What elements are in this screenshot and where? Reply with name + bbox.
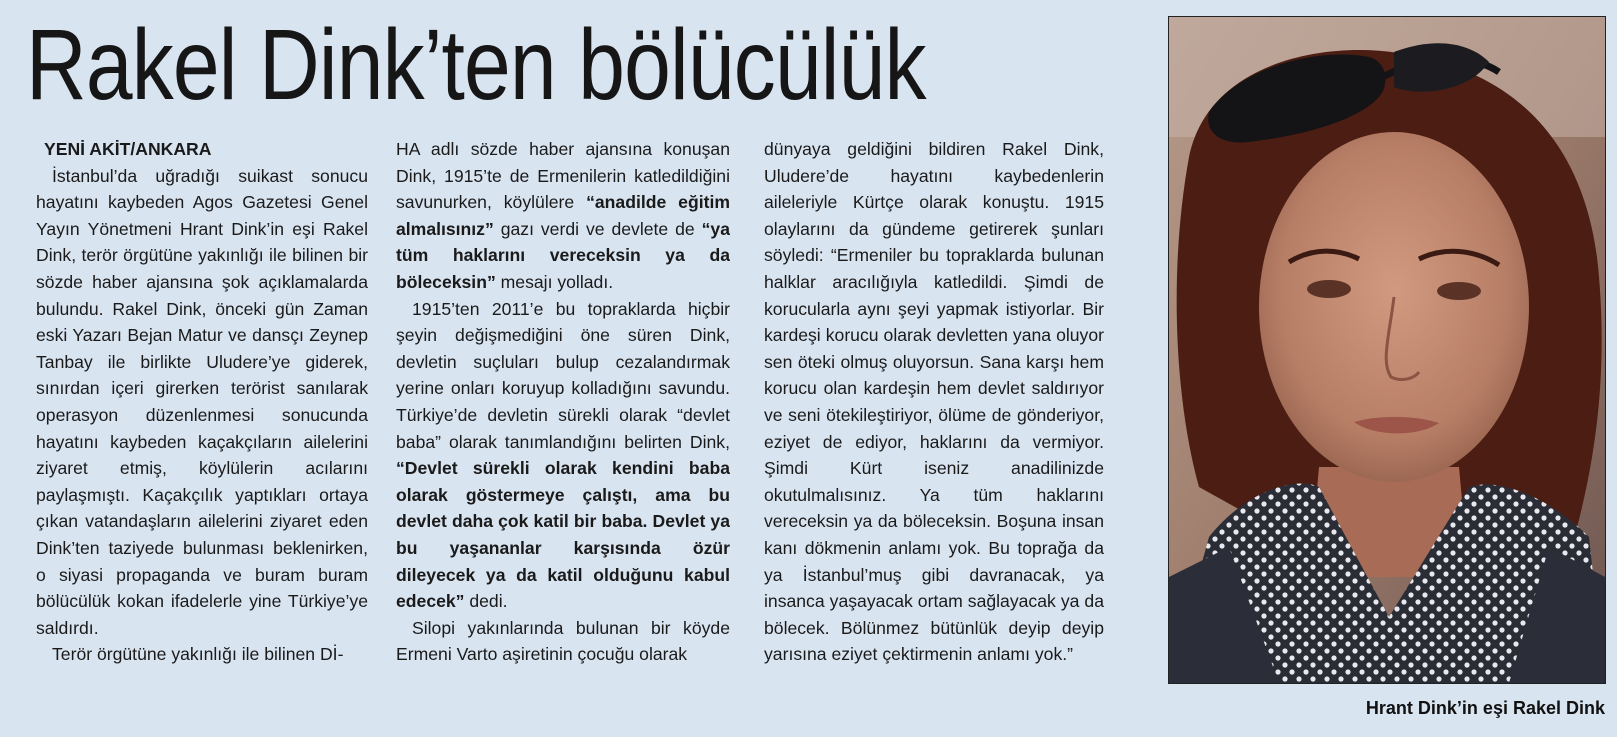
paragraph bbox=[396, 296, 730, 615]
byline: YENİ AKİT/ANKARA bbox=[44, 139, 212, 159]
paragraph: Terör örgütüne yakınlığı ile bilinen Dİ- bbox=[52, 644, 344, 665]
paragraph: İstanbul’da uğradığı suikast sonucu hayatını kaybeden Agos Gazetesi Genel Yayın Yönetmeni Hrant Dink’in eşi Rakel Dink, terör örgütüne yakınlığı ile bilinen bir sözde haber ajansına şok açıklamalarda bulundu. Rakel Dink, önceki gün Zaman eski Yazarı Bejan Matur ve dansçı Zeynep Tanbay ile birlikte Uludere’ye giderek, sınırdan içeri girerken terörist sanılarak operasyon düzenlenmesi sonucunda hayatını kaybeden kaçakçıların ailelerini ziyaret etmiş, köylülerin acılarını paylaşmıştı. Kaçakçılık yaptıkları ortaya çıkan vatandaşların ailelerini ziyaret eden Dink’ten taziyede bulunması beklenirken, o siyasi propaganda ve buram buram bölücülük kokan ifadelerle yine Türkiye’ye saldırdı. bbox=[36, 165, 368, 638]
photo-caption: Hrant Dink’in eşi Rakel Dink bbox=[1365, 698, 1605, 718]
article-column-1 bbox=[36, 136, 368, 716]
paragraph: dünyaya geldiğini bildiren Rakel Dink, Uludere’de hayatını kaybedenlerin aileleriyle Kürtçe olarak konuştu. 1915 olaylarını da gündeme getirerek şunları söyledi: “Ermeniler bu topraklarda bulunan halklar aracılığıyla katledildi. Şimdi de korucularla aynı şeyi yapmak istiyorlar. Bir kardeşi korucu olarak devletten yana oluyor sen öteki olmuş oluyorsun. Sana karşı hem korucu olan kardeşin hem devlet saldırıyor ve seni ötekileştiriyor, ölüme de gönderiyor, eziyet de ediyor, haklarını da vermiyor. Şimdi Kürt iseniz anadilinizde okutulmalısınız. Ya tüm haklarını vereceksin ya da böleceksin. Boşuna insan kanı dökmenin anlamı yok. Bu toprağa da ya İstanbul’muş gibi davranacak, ya insanca yaşayacak ortam sağlayacak ya da bölecek. Bölünmez bütünlük deyip deyip yarısına eziyet çektirmenin anlamı yok.” bbox=[764, 139, 1104, 665]
article-column-2 bbox=[396, 136, 730, 716]
article-column-3 bbox=[764, 136, 1104, 716]
text-run: gazı verdi ve devlete de bbox=[493, 218, 702, 239]
portrait-illustration bbox=[1169, 17, 1605, 683]
text-run: 1915’ten 2011’e bu topraklarda hiçbir şeyin değişmediğini öne süren Dink, devletin suçluları bulup cezalandırmak yerine onları koruyup kolladığını savundu. Türkiye’de devletin sürekli olarak “devlet baba” olarak tanımlandığını belirten Dink, bbox=[396, 298, 730, 452]
quote-bold: “ya tüm haklarını vereceksin ya da böleceksin” bbox=[396, 218, 730, 292]
quote-bold: “Devlet sürekli olarak kendini baba olarak göstermeye çalıştı, ama bu devlet daha çok katil bir baba. Devlet ya bu yaşananlar karşısında özür dileyecek ya da katil olduğunu kabul edecek” bbox=[396, 458, 730, 612]
text-run: dedi. bbox=[464, 591, 508, 612]
text-run: HA adlı sözde haber ajansına konuşan Dink, 1915’te de Ermenilerin katledildiğini savunurken, köylülere bbox=[396, 139, 730, 213]
quote-bold: “anadilde eğitim almalısınız” bbox=[396, 192, 730, 239]
paragraph bbox=[396, 136, 730, 296]
portrait-photo bbox=[1168, 16, 1606, 684]
headline: Rakel Dink’ten bölücülük bbox=[26, 9, 926, 121]
text-run: mesajı yolladı. bbox=[495, 271, 614, 292]
paragraph: Silopi yakınlarında bulunan bir köyde Ermeni Varto aşiretinin çocuğu olarak bbox=[396, 617, 730, 665]
